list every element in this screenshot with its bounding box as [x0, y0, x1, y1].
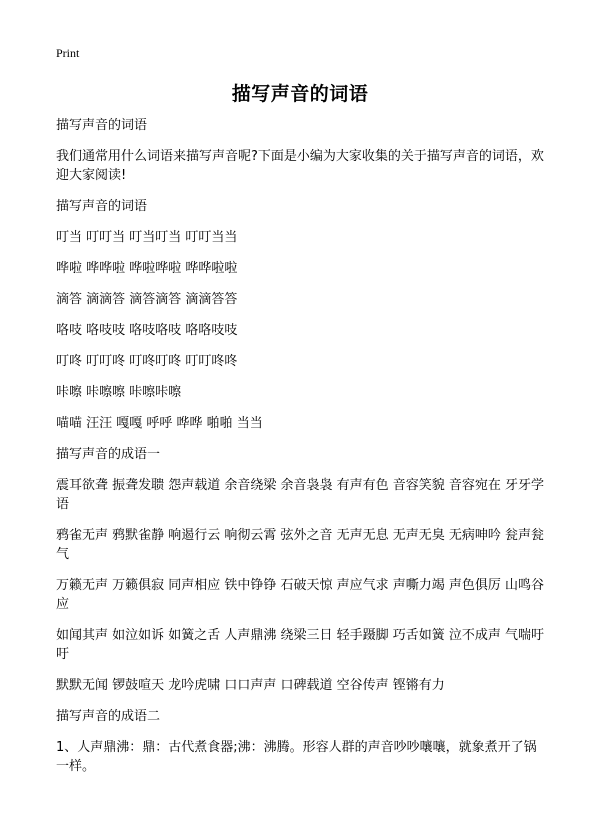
- section-heading: 描写声音的词语: [56, 199, 148, 214]
- idiom-definition-paragraph: 1、人声鼎沸：鼎：古代煮食器;沸：沸腾。形容人群的声音吵吵嚷嚷，就象煮开了锅一样。: [56, 740, 537, 774]
- section-heading: 描写声音的成语二: [56, 709, 161, 724]
- word-list-line: 喵喵 汪汪 嘎嘎 呼呼 哗哗 啪啪 当当: [56, 416, 263, 431]
- idiom-list-paragraph: 震耳欲聋 振聋发聩 怨声载道 余音绕梁 余音袅袅 有声有色 音容笑貌 音容宛在 牙牙学语: [56, 478, 545, 512]
- section-heading: 描写声音的成语一: [56, 447, 161, 462]
- word-list-line: 滴答 滴滴答 滴答滴答 滴滴答答: [56, 292, 238, 307]
- section-heading: 描写声音的词语: [56, 118, 148, 133]
- word-list-line: 叮咚 叮叮咚 叮咚叮咚 叮叮咚咚: [56, 354, 238, 369]
- word-list-line: 哗啦 哗哗啦 哗啦哗啦 哗哗啦啦: [56, 261, 238, 276]
- document-title: 描写声音的词语: [231, 83, 369, 105]
- document-body: [56, 116, 546, 776]
- print-label: Print: [56, 46, 80, 60]
- word-list-line: 咔嚓 咔嚓嚓 咔嚓咔嚓: [56, 385, 182, 400]
- idiom-list-paragraph: 默默无闻 锣鼓喧天 龙吟虎啸 口口声声 口碑载道 空谷传声 铿锵有力: [56, 678, 445, 693]
- idiom-list-paragraph: 如闻其声 如泣如诉 如簧之舌 人声鼎沸 绕梁三日 轻手蹑脚 巧舌如簧 泣不成声 气喘吁吁: [56, 628, 545, 662]
- idiom-list-paragraph: 万籁无声 万籁俱寂 同声相应 铁中铮铮 石破天惊 声应气求 声嘶力竭 声色俱厉 山鸣谷应: [56, 578, 545, 612]
- intro-paragraph: 我们通常用什么词语来描写声音呢?下面是小编为大家收集的关于描写声音的词语，欢迎大家阅读!: [56, 149, 544, 183]
- word-list-line: 叮当 叮叮当 叮当叮当 叮叮当当: [56, 230, 238, 245]
- idiom-list-paragraph: 鸦雀无声 鸦默雀静 响遏行云 响彻云霄 弦外之音 无声无息 无声无臭 无病呻吟 瓮声瓮气: [56, 528, 545, 562]
- word-list-line: 咯吱 咯吱吱 咯吱咯吱 咯咯吱吱: [56, 323, 238, 338]
